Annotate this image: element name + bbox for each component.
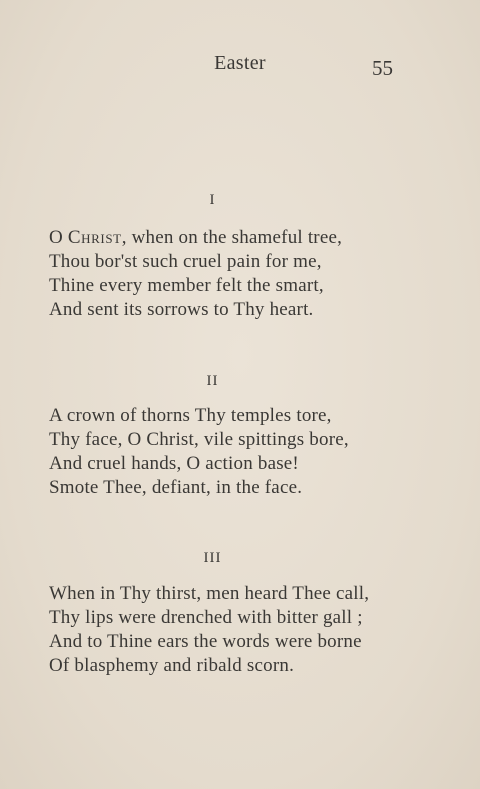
verse-line-rest: , when on the shameful tree, — [121, 227, 343, 248]
verse-line: Of blasphemy and ribald scorn. — [49, 655, 295, 676]
verse-line: Smote Thee, defiant, in the face. — [49, 477, 303, 498]
verse-line: Thou bor'st such cruel pain for me, — [49, 251, 322, 272]
verse-line: Thine every member felt the smart, — [49, 275, 324, 296]
verse-line: And cruel hands, O action base! — [49, 453, 299, 474]
verse-line: And to Thine ears the words were borne — [49, 631, 362, 652]
stanza-2 — [49, 404, 449, 500]
stanza-1 — [49, 226, 449, 322]
section-numeral-1: I — [209, 192, 216, 208]
verse-line — [49, 226, 449, 250]
verse-line: Thy lips were drenched with bitter gall ; — [49, 607, 363, 628]
verse-line: A crown of thorns Thy temples tore, — [49, 405, 332, 426]
verse-line-lead: O — [49, 227, 68, 248]
verse-line-small-caps: Christ — [67, 227, 122, 248]
section-numeral-3: III — [203, 550, 222, 566]
verse-line: Thy face, O Christ, vile spittings bore, — [49, 429, 349, 450]
verse-line: And sent its sorrows to Thy heart. — [49, 299, 314, 320]
verse-line: When in Thy thirst, men heard Thee call, — [49, 583, 370, 604]
page-number: 55 — [372, 56, 393, 80]
stanza-3 — [49, 582, 449, 678]
running-title: Easter — [214, 52, 266, 74]
section-numeral-2: II — [206, 373, 219, 389]
